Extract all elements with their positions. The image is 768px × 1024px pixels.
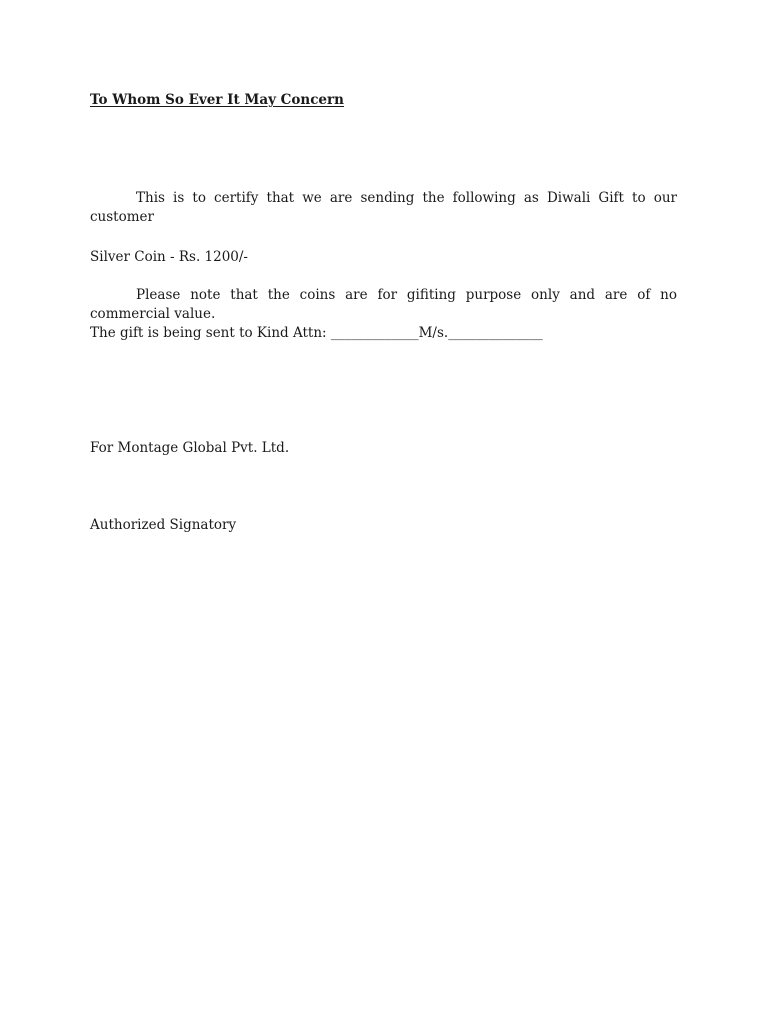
kind-attn-line: The gift is being sent to Kind Attn: _____________M/s.______________ <box>90 325 543 341</box>
gift-item-line: Silver Coin - Rs. 1200/- <box>90 249 248 265</box>
company-line: For Montage Global Pvt. Ltd. <box>90 440 290 456</box>
certify-paragraph: This is to certify that we are sending the following as Diwali Gift to our customer <box>90 190 677 225</box>
letter-heading: To Whom So Ever It May Concern <box>90 92 344 108</box>
authorized-signatory: Authorized Signatory <box>90 517 237 533</box>
note-paragraph: Please note that the coins are for gifiting purpose only and are of no commercial value. <box>90 287 677 322</box>
